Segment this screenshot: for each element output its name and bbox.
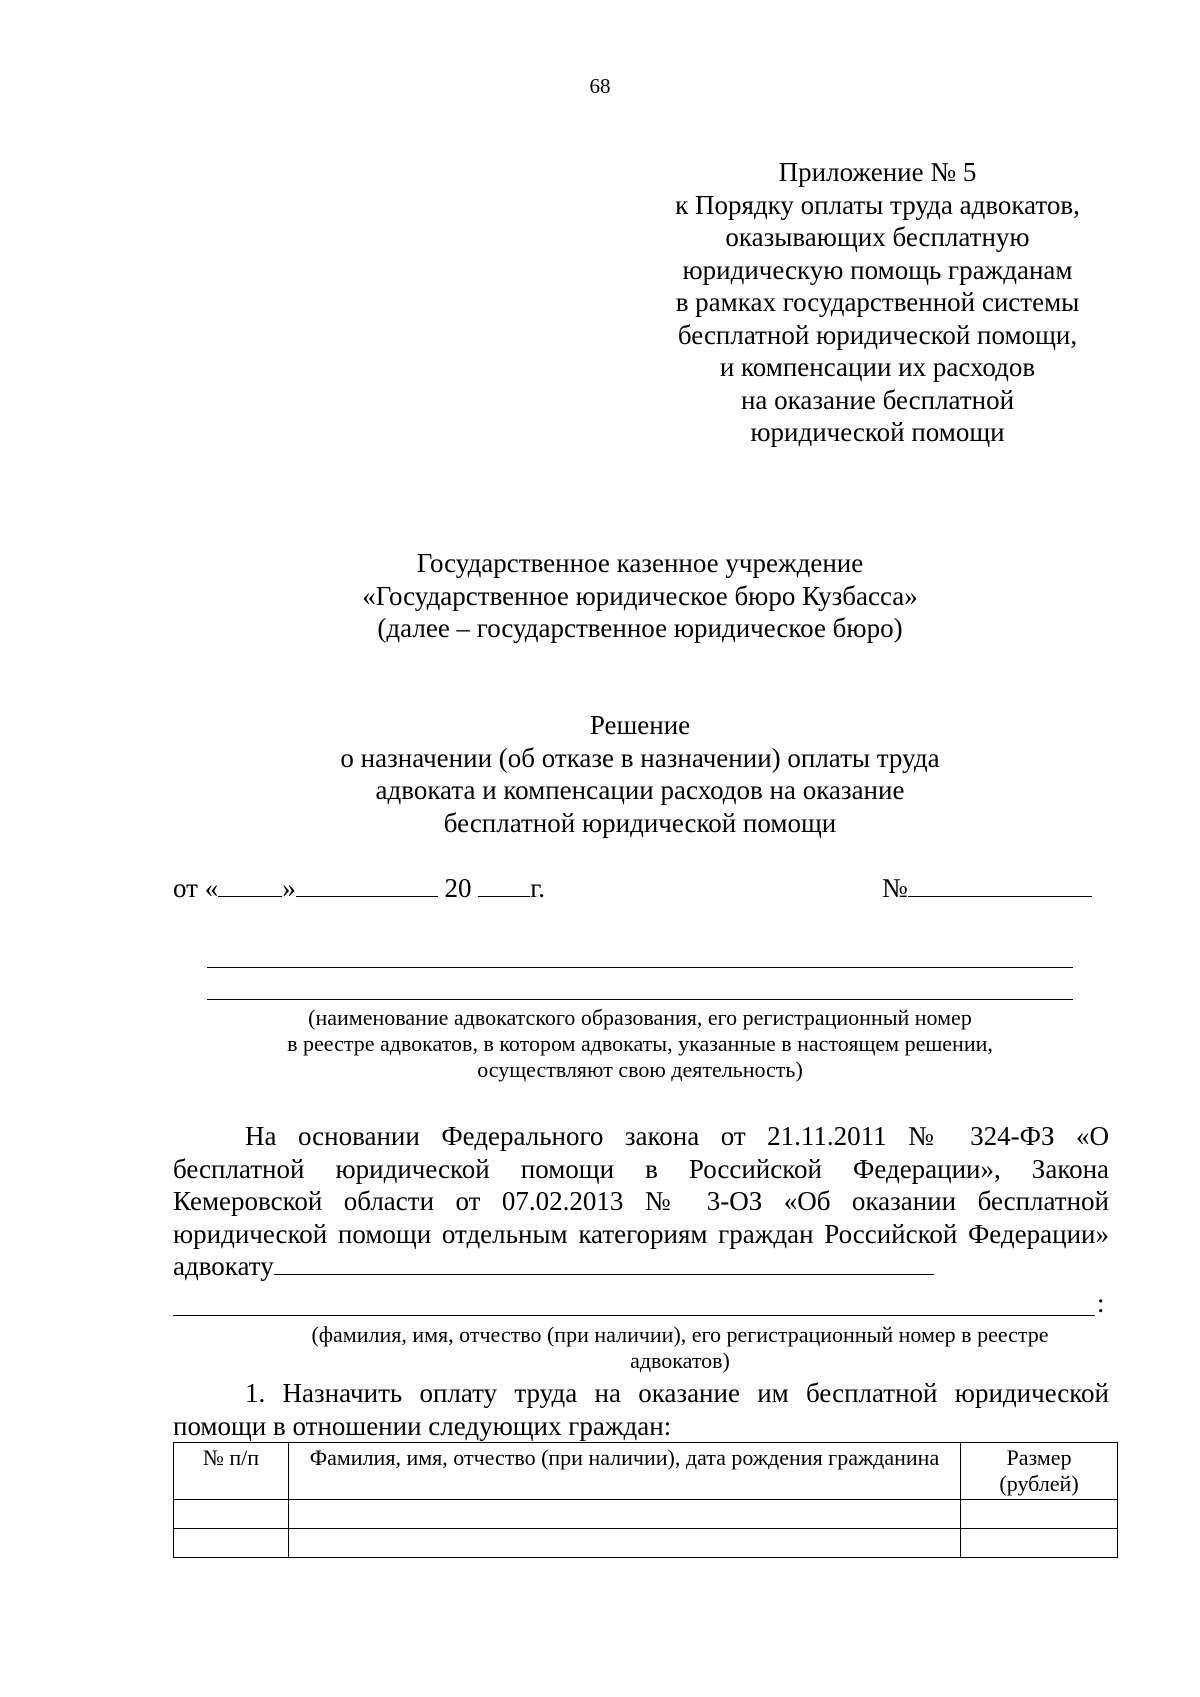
basis-text: На основании Федерального закона от 21.11.2011 № 324-ФЗ «О бесплатной юридической помощи в Российской Федерации», Закона Кемеровской области от 07.02.2013 № 3-ОЗ «Об оказании бесплатной юридической помощи отдельным категориям граждан Российской Федерации» адвокату	[173, 1121, 1109, 1281]
table-cell[interactable]	[174, 1500, 289, 1529]
appendix-header	[640, 156, 1115, 449]
table-cell[interactable]	[288, 1529, 960, 1558]
appendix-line: Приложение № 5	[778, 157, 977, 187]
bar-name-line-1[interactable]	[207, 967, 1073, 968]
col-header-number: № п/п	[174, 1443, 289, 1500]
organization-line: (далее – государственное юридическое бюро)	[377, 613, 903, 643]
organization-line: «Государственное юридическое бюро Кузбасса»	[362, 580, 918, 611]
date-quote-close: »	[282, 873, 296, 903]
day-blank[interactable]	[218, 872, 282, 897]
lawyer-caption-line: (фамилия, имя, отчество (при наличии), его регистрационный номер в реестре	[311, 1322, 1049, 1347]
lawyer-caption	[260, 1322, 1100, 1374]
basis-paragraph	[173, 1120, 1109, 1283]
appendix-line: и компенсации их расходов	[719, 352, 1036, 382]
date-line	[173, 872, 545, 904]
table-header-row	[174, 1443, 1118, 1500]
lawyer-name-line-2[interactable]	[173, 1315, 1095, 1316]
year-blank[interactable]	[478, 872, 530, 897]
decision-title-line: о назначении (об отказе в назначении) оплаты труда	[340, 742, 940, 773]
appendix-line: на оказание бесплатной	[740, 384, 1015, 415]
decision-title-line: адвоката и компенсации расходов на оказание	[375, 775, 905, 805]
organization-line: Государственное казенное учреждение	[416, 548, 864, 578]
decision-title-line: Решение	[589, 710, 691, 740]
appendix-line: к Порядку оплаты труда адвокатов,	[675, 189, 1080, 220]
year-suffix: г.	[530, 873, 545, 903]
number-label: №	[882, 873, 908, 903]
lawyer-caption-line: адвокатов)	[630, 1348, 730, 1373]
citizens-table	[173, 1442, 1118, 1558]
table-row	[174, 1500, 1118, 1529]
bar-caption-line: осуществляют свою деятельность)	[477, 1057, 803, 1082]
lawyer-name-blank[interactable]	[274, 1250, 934, 1275]
col-header-amount: Размер (рублей)	[961, 1443, 1118, 1500]
item-1-text: 1. Назначить оплату труда на оказание им бесплатной юридической помощи в отношении следующих граждан:	[173, 1378, 1109, 1441]
table-cell[interactable]	[961, 1529, 1118, 1558]
appendix-line: юридической помощи	[750, 417, 1005, 447]
table-cell[interactable]	[174, 1529, 289, 1558]
number-blank[interactable]	[908, 872, 1092, 897]
appendix-line: бесплатной юридической помощи,	[677, 319, 1078, 350]
appendix-line: в рамках государственной системы	[675, 287, 1080, 317]
col-header-citizen: Фамилия, имя, отчество (при наличии), дата рождения гражданина	[288, 1443, 960, 1500]
line-colon: :	[1097, 1288, 1105, 1318]
bar-caption-line: в реестре адвокатов, в котором адвокаты, указанные в настоящем решении,	[287, 1031, 993, 1056]
appendix-line: оказывающих бесплатную	[725, 222, 1030, 252]
organization-name	[180, 547, 1100, 645]
table-cell[interactable]	[961, 1500, 1118, 1529]
table-row	[174, 1529, 1118, 1558]
decision-title-line: бесплатной юридической помощи	[443, 807, 837, 838]
page-number: 68	[589, 74, 611, 98]
table-cell[interactable]	[288, 1500, 960, 1529]
item-1-paragraph	[173, 1377, 1109, 1442]
appendix-line: юридическую помощь гражданам	[682, 254, 1073, 285]
decision-number	[882, 872, 1092, 904]
decision-title	[180, 709, 1100, 839]
bar-name-line-2[interactable]	[207, 999, 1073, 1000]
date-prefix: от «	[173, 873, 219, 903]
bar-caption	[180, 1005, 1100, 1083]
bar-caption-line: (наименование адвокатского образования, его регистрационный номер	[308, 1005, 972, 1030]
year-prefix: 20	[444, 873, 472, 903]
month-blank[interactable]	[296, 872, 438, 897]
